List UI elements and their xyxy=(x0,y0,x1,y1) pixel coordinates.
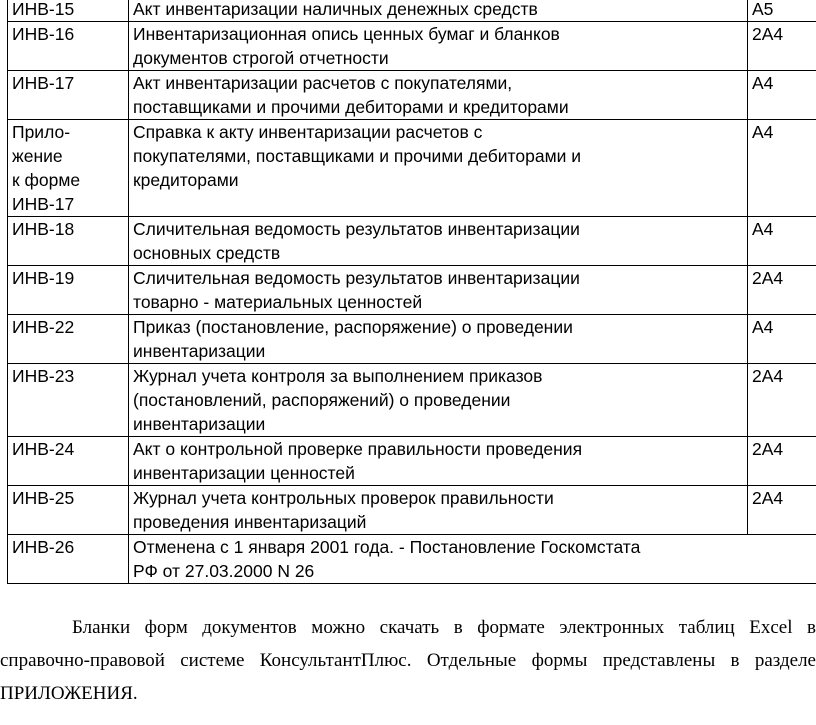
form-code: ИНВ-18 xyxy=(8,217,129,266)
form-size: 2А4 xyxy=(748,437,816,486)
table-row xyxy=(8,22,816,71)
paragraph-line: Бланки форм документов можно скачать в формате электронных таблиц Excel в xyxy=(72,617,816,638)
table-row xyxy=(8,364,816,437)
table-row xyxy=(8,71,816,120)
form-size: 2А4 xyxy=(748,486,816,535)
table-row xyxy=(8,315,816,364)
form-code: ИНВ-19 xyxy=(8,266,129,315)
forms-table-body xyxy=(8,0,816,584)
form-title: Сличительная ведомость результатов инвентаризации товарно - материальных ценностей xyxy=(129,266,748,315)
form-title: Сличительная ведомость результатов инвентаризации основных средств xyxy=(129,217,748,266)
table-row xyxy=(8,120,816,217)
form-title: Журнал учета контрольных проверок правильности проведения инвентаризаций xyxy=(129,486,748,535)
paragraph-line: справочно-правовой системе КонсультантПлюс. Отдельные формы представлены в разделе xyxy=(0,650,816,671)
form-size xyxy=(748,535,816,584)
form-code: ИНВ-25 xyxy=(8,486,129,535)
form-title: Отменена с 1 января 2001 года. - Постановление Госкомстата РФ от 27.03.2000 N 26 xyxy=(129,535,748,584)
table-row xyxy=(8,217,816,266)
form-title: Журнал учета контроля за выполнением приказов (постановлений, распоряжений) о проведении инвентаризации xyxy=(129,364,748,437)
table-row xyxy=(8,266,816,315)
form-code: ИНВ-22 xyxy=(8,315,129,364)
forms-table xyxy=(7,0,816,584)
table-row xyxy=(8,535,816,584)
form-size: 2А4 xyxy=(748,22,816,71)
form-size: А4 xyxy=(748,217,816,266)
table-row xyxy=(8,437,816,486)
form-size: А4 xyxy=(748,71,816,120)
form-code: ИНВ-26 xyxy=(8,535,129,584)
form-size: 2А4 xyxy=(748,266,816,315)
form-size: А4 xyxy=(748,315,816,364)
form-size: А5 xyxy=(748,0,816,22)
form-title: Инвентаризационная опись ценных бумаг и бланков документов строгой отчетности xyxy=(129,22,748,71)
paragraph-line: ПРИЛОЖЕНИЯ. xyxy=(0,683,138,704)
form-code: ИНВ-24 xyxy=(8,437,129,486)
form-title: Приказ (постановление, распоряжение) о проведении инвентаризации xyxy=(129,315,748,364)
form-code: ИНВ-23 xyxy=(8,364,129,437)
form-size: 2А4 xyxy=(748,364,816,437)
form-size: А4 xyxy=(748,120,816,217)
form-title: Справка к акту инвентаризации расчетов с покупателями, поставщиками и прочими дебиторами и кредиторами xyxy=(129,120,748,217)
form-code: Прило- жение к форме ИНВ-17 xyxy=(8,120,129,217)
form-code: ИНВ-17 xyxy=(8,71,129,120)
form-title: Акт инвентаризации расчетов с покупателями, поставщиками и прочими дебиторами и кредиторами xyxy=(129,71,748,120)
table-row xyxy=(8,486,816,535)
form-code: ИНВ-16 xyxy=(8,22,129,71)
form-title: Акт инвентаризации наличных денежных средств xyxy=(129,0,748,22)
form-title: Акт о контрольной проверке правильности проведения инвентаризации ценностей xyxy=(129,437,748,486)
form-code: ИНВ-15 xyxy=(8,0,129,22)
download-note-paragraph xyxy=(0,611,816,710)
table-row xyxy=(8,0,816,22)
